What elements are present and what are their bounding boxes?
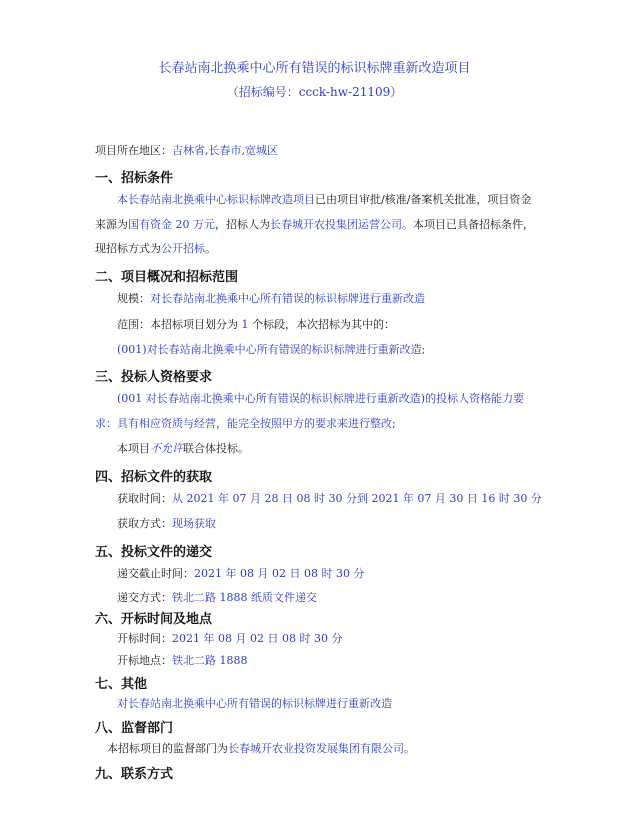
conditions-approval: 已由项目审批/核准/备案机关批准，项目资金 bbox=[315, 193, 532, 206]
submission-method bbox=[117, 591, 317, 605]
submission-method-label: 递交方式： bbox=[117, 591, 172, 604]
supervision-prefix: 本招标项目的监督部门为 bbox=[107, 742, 228, 755]
joint-prefix: 本项目 bbox=[117, 442, 150, 455]
range-count: 1 bbox=[241, 318, 249, 331]
opening-place-value: 铁北二路 1888 bbox=[172, 654, 248, 667]
conditions-period: 。 bbox=[205, 242, 216, 255]
obtain-time bbox=[117, 492, 542, 506]
section-heading-contact: 九、联系方式 bbox=[95, 767, 174, 782]
tender-number: （招标编号：ccck-hw-21109） bbox=[226, 85, 403, 99]
overview-lot: (001)对长春站南北换乘中心所有错误的标识标牌进行重新改造; bbox=[117, 343, 426, 356]
opening-place-label: 开标地点： bbox=[117, 654, 172, 667]
other-text: 对长春站南北换乘中心所有错误的标识标牌进行重新改造 bbox=[117, 697, 392, 710]
location-value: 吉林省,长春市,宽城区 bbox=[172, 144, 278, 157]
conditions-funding-label: 来源为 bbox=[95, 218, 128, 231]
qualification-joint bbox=[117, 442, 249, 456]
conditions-line-1 bbox=[117, 193, 531, 207]
location-label: 项目所在地区： bbox=[95, 144, 172, 157]
conditions-tenderer-label: ，招标人为 bbox=[215, 218, 270, 231]
conditions-ready: 。本项目已具备招标条件， bbox=[402, 218, 534, 231]
deadline-value: 2021 年 08 月 02 日 08 时 30 分 bbox=[194, 567, 365, 580]
joint-value: 不允许 bbox=[150, 442, 183, 455]
opening-time-label: 开标时间： bbox=[117, 632, 172, 645]
section-heading-obtain: 四、招标文件的获取 bbox=[95, 470, 213, 485]
opening-time bbox=[117, 632, 342, 646]
supervision-period: 。 bbox=[404, 742, 415, 755]
overview-scale bbox=[117, 292, 425, 306]
section-heading-overview: 二、项目概况和招标范围 bbox=[95, 270, 239, 285]
conditions-method: 公开招标 bbox=[161, 242, 205, 255]
opening-time-value: 2021 年 08 月 02 日 08 时 30 分 bbox=[172, 632, 343, 645]
opening-place bbox=[117, 654, 248, 668]
project-location bbox=[95, 144, 278, 158]
conditions-method-label: 现招标方式为 bbox=[95, 242, 161, 255]
submission-method-value: 铁北二路 1888 纸质文件递交 bbox=[172, 591, 317, 604]
section-heading-submission: 五、投标文件的递交 bbox=[95, 545, 213, 560]
range-prefix: 范围：本招标项目划分为 bbox=[117, 318, 242, 331]
deadline-label: 递交截止时间： bbox=[117, 567, 194, 580]
qualification-line-1: (001 对长春站南北换乘中心所有错误的标识标牌进行重新改造)的投标人资格能力要 bbox=[117, 392, 525, 405]
conditions-line-2 bbox=[95, 218, 534, 232]
scale-value: 对长春站南北换乘中心所有错误的标识标牌进行重新改造 bbox=[150, 292, 425, 305]
conditions-line-3 bbox=[95, 242, 216, 256]
section-heading-supervision: 八、监督部门 bbox=[95, 721, 174, 736]
obtain-time-label: 获取时间： bbox=[117, 492, 172, 505]
obtain-method-value: 现场获取 bbox=[172, 517, 216, 530]
obtain-method bbox=[117, 517, 216, 531]
obtain-method-label: 获取方式： bbox=[117, 517, 172, 530]
section-heading-opening: 六、开标时间及地点 bbox=[95, 612, 213, 627]
section-heading-other: 七、其他 bbox=[95, 677, 148, 692]
range-suffix: 个标段，本次招标为其中的： bbox=[248, 318, 395, 331]
supervision-department: 长春城开农业投资发展集团有限公司 bbox=[228, 742, 404, 755]
overview-range bbox=[117, 318, 395, 332]
qualification-line-2: 求：具有相应资质与经营，能完全按照甲方的要求来进行整改; bbox=[95, 417, 396, 430]
submission-deadline bbox=[117, 567, 364, 581]
conditions-funding: 国有资金 20 万元 bbox=[128, 218, 215, 231]
section-heading-qualification: 三、投标人资格要求 bbox=[95, 370, 213, 385]
document-title: 长春站南北换乘中心所有错误的标识标牌重新改造项目 bbox=[158, 61, 471, 76]
conditions-tenderer: 长春城开农投集团运营公司 bbox=[270, 218, 402, 231]
joint-suffix: 联合体投标。 bbox=[183, 442, 249, 455]
conditions-project: 本长春站南北换乘中心标识标牌改造项目 bbox=[117, 193, 315, 206]
scale-label: 规模： bbox=[117, 292, 150, 305]
supervision-text bbox=[107, 742, 415, 756]
section-heading-conditions: 一、招标条件 bbox=[95, 171, 174, 186]
obtain-time-value: 从 2021 年 07 月 28 日 08 时 30 分到 2021 年 07 月 30 日 16 时 30 分 bbox=[172, 492, 542, 505]
